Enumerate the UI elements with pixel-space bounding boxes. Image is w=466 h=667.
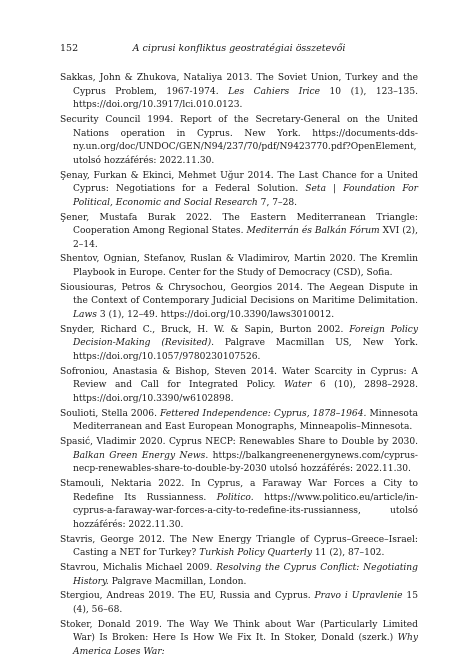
- reference-entry: Security Council 1994. Report of the Secretary-General on the United Nations operation in Cyprus. New York. https://documents-dds-ny.un.org/doc/UNDOC/GEN/N94/237/70/pdf/N9423770.pdf?OpenElement, utolsó hozzáférés: 2022.11.30.: [60, 114, 418, 166]
- page-header: [60, 43, 418, 57]
- running-title: A ciprusi konfliktus geostratégiai összetevői: [132, 43, 346, 54]
- reference-entry: Şenay, Furkan & Ekinci, Mehmet Uğur 2014. The Last Chance for a United Cyprus: Negotiations for a Federal Solution. Seta | Foundation For Political, Economic and Social Research 7, 7–28.: [60, 170, 418, 208]
- reference-entry: Stamouli, Nektaria 2022. In Cyprus, a Faraway War Forces a City to Redefine Its Russianness. Politico. https://www.politico.eu/article/in-cyprus-a-faraway-war-forces-a-city-to-redefine-its-russianness, utolsó hozzáférés: 2022.11.30.: [60, 479, 418, 530]
- reference-entry: Snyder, Richard C., Bruck, H. W. & Sapin, Burton 2002. Foreign Policy Decision-Making (Revisited). Palgrave Macmillan US, New York. https://doi.org/10.1057/9780230107526.: [60, 324, 418, 362]
- reference-entry: Stavris, George 2012. The New Energy Triangle of Cyprus–Greece–Israel: Casting a NET for Turkey? Turkish Policy Quarterly 11 (2), 87–102.: [60, 534, 418, 559]
- reference-entry: Spasić, Vladimir 2020. Cyprus NECP: Renewables Share to Double by 2030. Balkan Green Energy News. https://balkangreenenergynews.com/cyprus-necp-renewables-share-to-double-by-2030 utolsó hozzáférés: 2022.11.30.: [60, 437, 418, 475]
- reference-entry: Soulioti, Stella 2006. Fettered Independence: Cyprus, 1878–1964. Minnesota Mediterranean and East European Monographs, Minneapolis–Minnesota.: [60, 408, 418, 433]
- reference-entry: Stavrou, Michalis Michael 2009. Resolving the Cyprus Conflict: Negotiating History. Palgrave Macmillan, London.: [60, 563, 418, 587]
- reference-list: [60, 72, 418, 661]
- reference-entry: Sakkas, John & Zhukova, Nataliya 2013. The Soviet Union, Turkey and the Cyprus Problem, 1967-1974. Les Cahiers Irice 10 (1), 123–135. https://doi.org/10.3917/lci.010.0123.: [60, 73, 419, 111]
- reference-entry: Shentov, Ognian, Stefanov, Ruslan & Vladimirov, Martin 2020. The Kremlin Playbook in Europe. Center for the Study of Democracy (CSD), Sofia.: [60, 254, 418, 279]
- reference-entry: Stoker, Donald 2019. The Way We Think about War (Particularly Limited War) Is Broken: Here Is How We Fix It. In Stoker, Donald (szerk.) Why America Loses War:: [60, 619, 418, 657]
- reference-entry: Şener, Mustafa Burak 2022. The Eastern Mediterranean Triangle: Cooperation Among Regional States. Mediterrán és Balkán Fórum XVI (2), 2–14.: [60, 212, 418, 250]
- reference-entry: Sofroniou, Anastasia & Bishop, Steven 2014. Water Scarcity in Cyprus: A Review and Call for Integrated Policy. Water 6 (10), 2898–2928. https://doi.org/10.3390/w6102898.: [60, 366, 418, 404]
- page-number: 152: [60, 43, 79, 54]
- reference-entry: Stergiou, Andreas 2019. The EU, Russia and Cyprus. Pravo i Upravlenie 15 (4), 56–68.: [60, 591, 419, 615]
- reference-entry: Siousiouras, Petros & Chrysochou, Georgios 2014. The Aegean Dispute in the Context of Contemporary Judicial Decisions on Maritime Delimitation. Laws 3 (1), 12–49. https://doi.org/10.3390/laws3010012.: [60, 282, 418, 321]
